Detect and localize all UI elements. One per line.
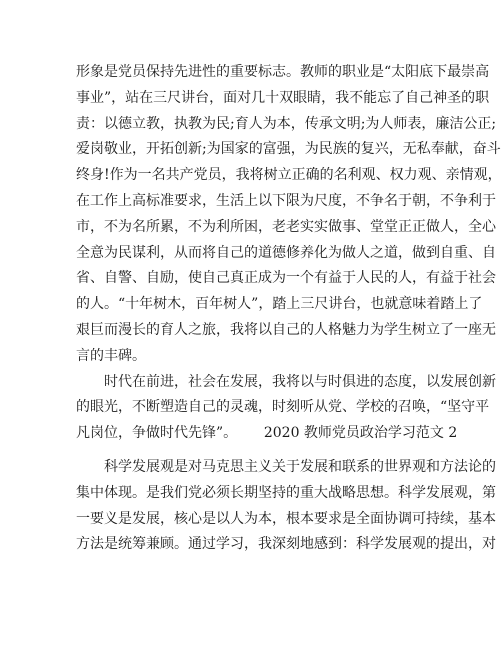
text-line: 爱岗敬业，开拓创新;为国家的富强，为民族的复兴，无私奉献，奋斗	[76, 141, 501, 158]
text-line: 的人。“十年树木，百年树人”，踏上三尺讲台，也就意味着踏上了	[76, 296, 483, 313]
text-line: 形象是党员保持先进性的重要标志。教师的职业是“太阳底下最崇高	[76, 64, 490, 80]
paragraph-3	[76, 455, 496, 558]
text-line: 责：以德立教，执教为民;育人为本，传承文明;为人师表，廉洁公正;	[76, 115, 497, 132]
text-column-lower	[76, 455, 496, 558]
text-line: 事业”，站在三尺讲台，面对几十双眼睛，我不能忘了自己神圣的职	[76, 89, 490, 106]
text-column-upper	[76, 60, 502, 447]
text-line: 言的丰碑。	[76, 347, 146, 364]
text-line: 方法是统筹兼顾。通过学习，我深刻地感到：科学发展观的提出，对	[76, 536, 496, 553]
text-line: 一要义是发展，核心是以人为本，根本要求是全面协调可持续，基本	[76, 510, 496, 527]
text-line: 在工作上高标准要求，生活上以下限为尺度，不争名于朝，不争利于	[76, 192, 496, 209]
text-line: 市，不为名所累，不为利所困，老老实实做事、堂堂正正做人，全心	[76, 218, 496, 235]
text-line: 的眼光，不断塑造自己的灵魂，时刻听从党、学校的召唤，“坚守平	[76, 399, 490, 416]
paragraph-2	[76, 370, 496, 447]
text-line: 省、自警、自励，使自己真正成为一个有益于人民的人，有益于社会	[76, 270, 496, 287]
paragraph-1	[76, 60, 502, 370]
text-line: 凡岗位，争做时代先锋”。 2020 教师党员政治学习范文 2	[76, 425, 458, 442]
text-line: 终身!作为一名共产党员，我将树立正确的名利观、权力观、亲情观，	[76, 167, 502, 184]
text-line: 集中体现。是我们党必须长期坚持的重大战略思想。科学发展观，第	[76, 484, 496, 501]
text-line: 科学发展观是对马克思主义关于发展和联系的世界观和方法论的	[104, 459, 496, 475]
text-line: 时代在前进，社会在发展，我将以与时俱进的态度，以发展创新	[104, 373, 496, 390]
text-line: 艰巨而漫长的育人之旅，我将以自己的人格魅力为学生树立了一座无	[76, 321, 496, 338]
text-line: 全意为民谋利，从而将自己的道德修养化为做人之道，做到自重、自	[76, 244, 496, 261]
